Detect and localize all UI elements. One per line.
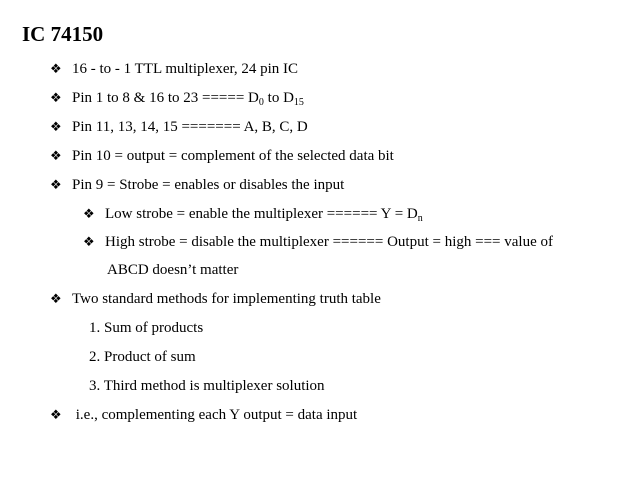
diamond-bullet-icon: ❖ (50, 408, 62, 423)
subscript: n (417, 213, 423, 224)
bullet-text: i.e., complementing each Y output = data input (72, 407, 358, 423)
diamond-bullet-icon: ❖ (83, 235, 95, 250)
bullet-text: Low strobe = enable the multiplexer ====== Y = D (105, 206, 418, 222)
bullet-item (50, 62, 298, 77)
diamond-bullet-icon: ❖ (50, 120, 62, 135)
diamond-bullet-icon: ❖ (83, 207, 95, 222)
numbered-item: 3. Third method is multiplexer solution (89, 378, 325, 394)
slide-title: IC 74150 (22, 22, 104, 46)
subscript: 0 (258, 97, 264, 108)
numbered-item: 2. Product of sum (89, 349, 196, 365)
diamond-bullet-icon: ❖ (50, 91, 62, 106)
diamond-bullet-icon: ❖ (50, 178, 62, 193)
subscript: 15 (293, 97, 304, 108)
bullet-text: Pin 10 = output = complement of the selected data bit (72, 148, 394, 164)
sub-bullet-item (83, 235, 553, 250)
bullet-text: 16 - to - 1 TTL multiplexer, 24 pin IC (72, 61, 299, 77)
bullet-text: Two standard methods for implementing truth table (72, 291, 381, 307)
numbered-item: 1. Sum of products (89, 320, 204, 336)
bullet-item (50, 149, 394, 164)
diamond-bullet-icon: ❖ (50, 149, 62, 164)
bullet-text: High strobe = disable the multiplexer ====== Output = high === value of (105, 234, 553, 250)
bullet-item (50, 120, 308, 135)
bullet-text: to D (263, 90, 294, 106)
bullet-item (50, 91, 304, 106)
bullet-text: Pin 1 to 8 & 16 to 23 ===== D (72, 90, 259, 106)
bullet-item (50, 178, 344, 193)
continuation-text: ABCD doesn’t matter (107, 262, 239, 278)
diamond-bullet-icon: ❖ (50, 292, 62, 307)
diamond-bullet-icon: ❖ (50, 62, 62, 77)
sub-bullet-item (83, 207, 423, 222)
bullet-item (50, 292, 381, 307)
bullet-item (50, 408, 357, 423)
bullet-text: Pin 9 = Strobe = enables or disables the input (72, 177, 345, 193)
bullet-text: Pin 11, 13, 14, 15 ======= A, B, C, D (72, 119, 308, 135)
